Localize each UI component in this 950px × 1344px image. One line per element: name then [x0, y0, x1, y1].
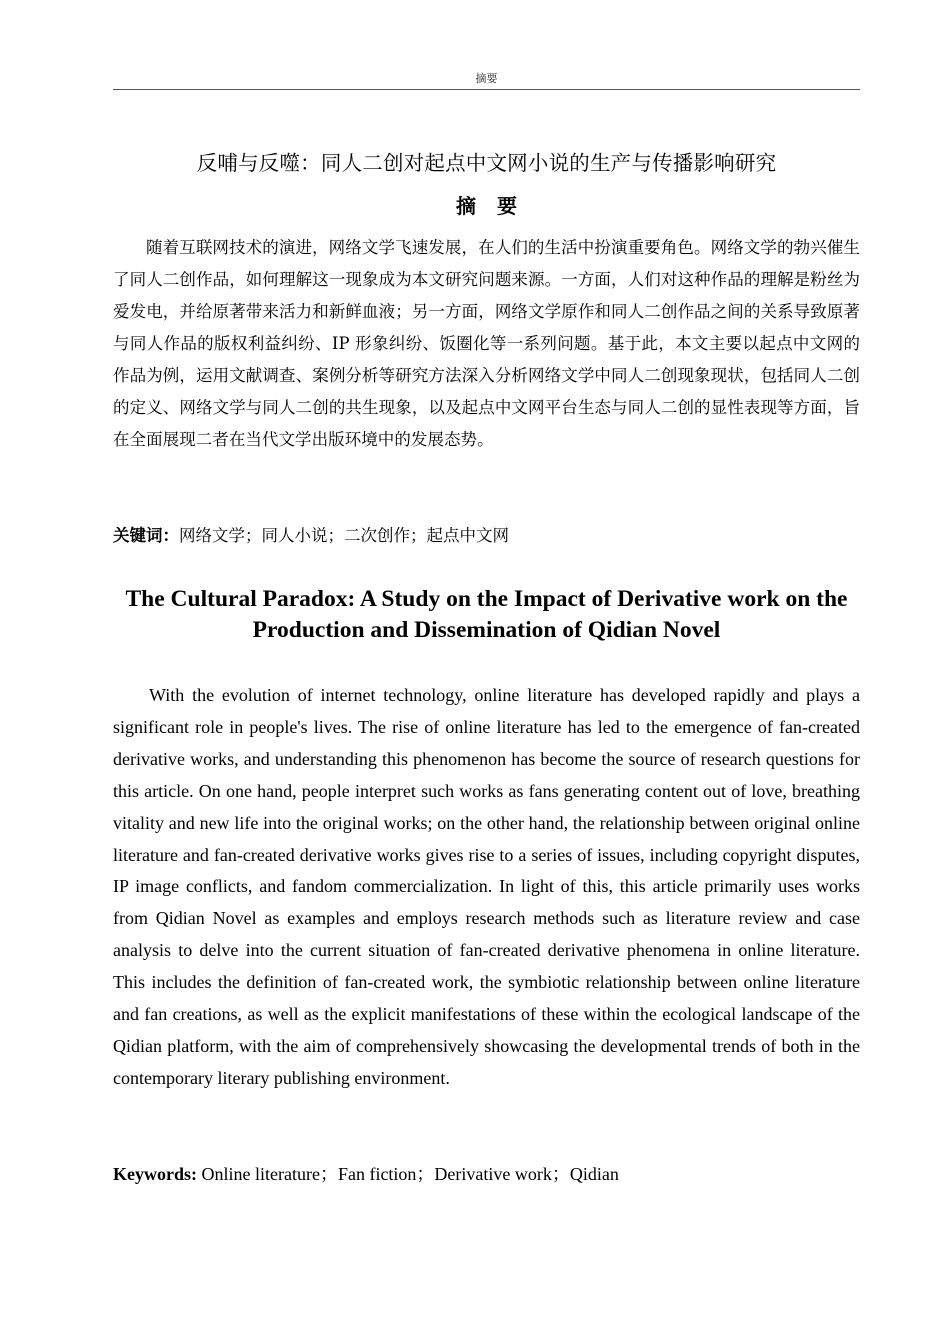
- english-title: The Cultural Paradox: A Study on the Impact of Derivative work on the Production and Dissemination of Qidian Novel: [125, 586, 848, 643]
- chinese-keywords-list: 网络文学；同人小说；二次创作；起点中文网: [179, 526, 509, 545]
- chinese-abstract-heading: 摘 要: [456, 194, 517, 218]
- chinese-keywords-label: 关键词：: [113, 526, 179, 545]
- english-keywords-list: Online literature；Fan fiction；Derivative work；Qidian: [197, 1164, 619, 1184]
- english-abstract-body: With the evolution of internet technology, online literature has developed rapidly and plays a significant role in people's lives. The rise of online literature has led to the emergence of fan-created derivative works, and understanding this phenomenon has become the source of research questions for this article. On one hand, people interpret such works as fans generating content out of love, breathing vitality and new life into the original works; on the other hand, the relationship between original online literature and fan-created derivative works gives rise to a series of issues, including copyright disputes, IP image conflicts, and fandom commercialization. In light of this, this article primarily uses works from Qidian Novel as examples and employs research methods such as literature review and case analysis to delve into the current situation of fan-created derivative phenomena in online literature. This includes the definition of fan-created work, the symbiotic relationship between online literature and fan creations, as well as the explicit manifestations of these within the ecological landscape of the Qidian platform, with the aim of comprehensively showcasing the developmental trends of both in the contemporary literary publishing environment.: [113, 685, 860, 1088]
- english-keywords-label: Keywords:: [113, 1164, 197, 1184]
- header-divider: [113, 89, 860, 90]
- chinese-keywords: [113, 522, 860, 550]
- english-keywords: [113, 1160, 860, 1188]
- chinese-title: 反哺与反噬：同人二创对起点中文网小说的生产与传播影响研究: [196, 151, 777, 175]
- running-header: 摘要: [475, 72, 498, 85]
- chinese-abstract-body: 随着互联网技术的演进，网络文学飞速发展，在人们的生活中扮演重要角色。网络文学的勃兴催生了同人二创作品，如何理解这一现象成为本文研究问题来源。一方面，人们对这种作品的理解是粉丝为爱发电，并给原著带来活力和新鲜血液；另一方面，网络文学原作和同人二创作品之间的关系导致原著与同人作品的版权利益纠纷、IP 形象纠纷、饭圈化等一系列问题。基于此，本文主要以起点中文网的作品为例，运用文献调查、案例分析等研究方法深入分析网络文学中同人二创现象现状，包括同人二创的定义、网络文学与同人二创的共生现象，以及起点中文网平台生态与同人二创的显性表现等方面，旨在全面展现二者在当代文学出版环境中的发展态势。: [113, 238, 860, 449]
